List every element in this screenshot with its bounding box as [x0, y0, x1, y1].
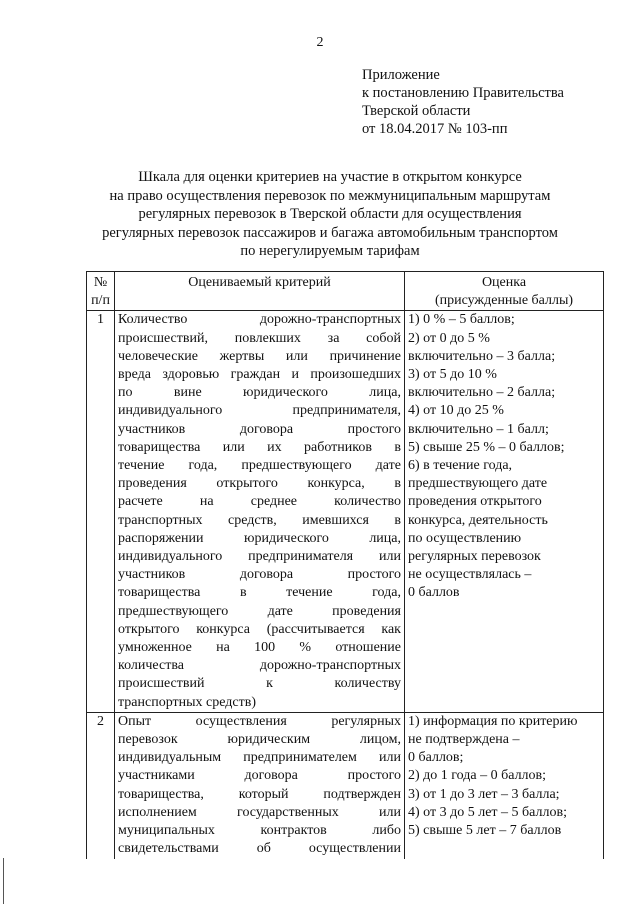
- score-line: 0 баллов;: [408, 750, 464, 766]
- header-score: [405, 272, 604, 311]
- criteria-table: [86, 271, 604, 859]
- header-number: [87, 272, 115, 311]
- criterion-cell: [115, 712, 405, 858]
- criterion-line: количества дорожно-транспортных: [118, 658, 401, 674]
- score-line: регулярных перевозок: [408, 549, 541, 565]
- table-row: [87, 712, 604, 858]
- criterion-line: индивидуального предпринимателя,: [118, 403, 401, 419]
- score-line: 6) в течение года,: [408, 458, 513, 474]
- criterion-line: по вине юридического лица,: [118, 385, 401, 401]
- criterion-line: расчете на среднее количество: [118, 494, 401, 510]
- criterion-line: индивидуальным предпринимателем или: [118, 750, 401, 766]
- criterion-line: открытого конкурса (рассчитывается как: [118, 621, 401, 637]
- score-line: включительно – 3 балла;: [408, 348, 556, 364]
- score-line: 3) от 5 до 10 %: [408, 367, 497, 383]
- score-cell: [405, 311, 604, 712]
- table-row: [87, 311, 604, 712]
- appendix-line: от 18.04.2017 № 103-пп: [362, 121, 508, 137]
- score-line: 3) от 1 до 3 лет – 3 балла;: [408, 786, 560, 802]
- header-score-line: (присужденные баллы): [434, 293, 574, 309]
- criterion-line: транспортных средств): [118, 694, 257, 710]
- score-line: включительно – 1 балл;: [408, 421, 549, 437]
- criterion-line: перевозок юридическим лицом,: [118, 732, 401, 748]
- criterion-line: Количество дорожно-транспортных: [118, 312, 401, 328]
- criterion-line: Опыт осуществления регулярных: [118, 713, 401, 729]
- score-line: не подтверждена –: [408, 732, 520, 748]
- document-title: [60, 168, 600, 261]
- table-header-row: [87, 272, 604, 311]
- criterion-line: индивидуального предпринимателя или: [118, 549, 401, 565]
- header-criterion: [115, 272, 405, 311]
- score-line: 1) 0 % – 5 баллов;: [408, 312, 515, 328]
- criterion-line: товарищества или их работников в: [118, 439, 401, 455]
- criterion-line: муниципальных контрактов либо: [118, 823, 401, 839]
- score-line: предшествующего дате: [408, 476, 548, 492]
- appendix-line: Тверской области: [362, 103, 471, 119]
- score-line: по осуществлению: [408, 530, 522, 546]
- row-number: 2: [87, 712, 115, 858]
- criterion-line: вреда здоровью граждан и произошедших: [118, 367, 401, 383]
- scan-edge-mark: [3, 858, 4, 904]
- header-criterion-label: Оцениваемый критерий: [188, 275, 331, 290]
- criterion-line: исполнением государственных или: [118, 804, 401, 820]
- criterion-line: происшествий к количеству: [118, 676, 401, 692]
- criterion-line: свидетельствами об осуществлении: [118, 841, 401, 857]
- title-line: по нерегулируемым тарифам: [240, 243, 420, 259]
- appendix-block: [362, 66, 564, 138]
- criterion-line: участников договора простого: [118, 421, 401, 437]
- criterion-line: умноженное на 100 % отношение: [118, 640, 401, 656]
- score-line: 2) до 1 года – 0 баллов;: [408, 768, 547, 784]
- header-number-line: п/п: [91, 293, 110, 309]
- title-line: на право осуществления перевозок по межмуниципальным маршрутам: [109, 187, 551, 204]
- title-line: Шкала для оценки критериев на участие в открытом конкурсе: [138, 169, 522, 185]
- score-line: включительно – 2 балла;: [408, 385, 556, 401]
- header-score-line: Оценка: [481, 275, 527, 290]
- criterion-line: происшествий, повлекших за собой: [118, 330, 401, 346]
- score-line: 4) от 10 до 25 %: [408, 403, 504, 419]
- header-number-line: №: [93, 275, 108, 290]
- appendix-line: к постановлению Правительства: [362, 85, 564, 101]
- score-line: 4) от 3 до 5 лет – 5 баллов;: [408, 804, 567, 820]
- score-line: 5) свыше 5 лет – 7 баллов: [408, 823, 562, 839]
- criterion-line: течение года, предшествующего дате: [118, 458, 401, 474]
- criterion-line: предшествующего дате проведения: [118, 603, 401, 619]
- criterion-line: товарищества, который подтвержден: [118, 786, 401, 802]
- score-line: 2) от 0 до 5 %: [408, 330, 490, 346]
- criterion-cell: [115, 311, 405, 712]
- page-number: 2: [316, 35, 324, 50]
- row-number: 1: [87, 311, 115, 712]
- criterion-line: распоряжении юридического лица,: [118, 530, 401, 546]
- criterion-line: человеческие жертвы или причинение: [118, 348, 401, 364]
- score-line: 5) свыше 25 % – 0 баллов;: [408, 439, 565, 455]
- score-line: 0 баллов: [408, 585, 460, 601]
- title-line: регулярных перевозок в Тверской области для осуществления: [138, 206, 522, 222]
- score-line: 1) информация по критерию: [408, 713, 578, 729]
- criterion-line: участников договора простого: [118, 567, 401, 583]
- criterion-line: проведения открытого конкурса, в: [118, 476, 401, 492]
- score-cell: [405, 712, 604, 858]
- appendix-line: Приложение: [362, 67, 440, 83]
- score-line: конкурса, деятельность: [408, 512, 548, 528]
- criterion-line: участниками договора простого: [118, 768, 401, 784]
- score-line: не осуществлялась –: [408, 567, 532, 583]
- title-line: регулярных перевозок пассажиров и багажа автомобильным транспортом: [102, 224, 558, 241]
- criterion-line: транспортных средств, имевшихся в: [118, 512, 401, 528]
- criterion-line: товарищества в течение года,: [118, 585, 401, 601]
- score-line: проведения открытого: [408, 494, 542, 510]
